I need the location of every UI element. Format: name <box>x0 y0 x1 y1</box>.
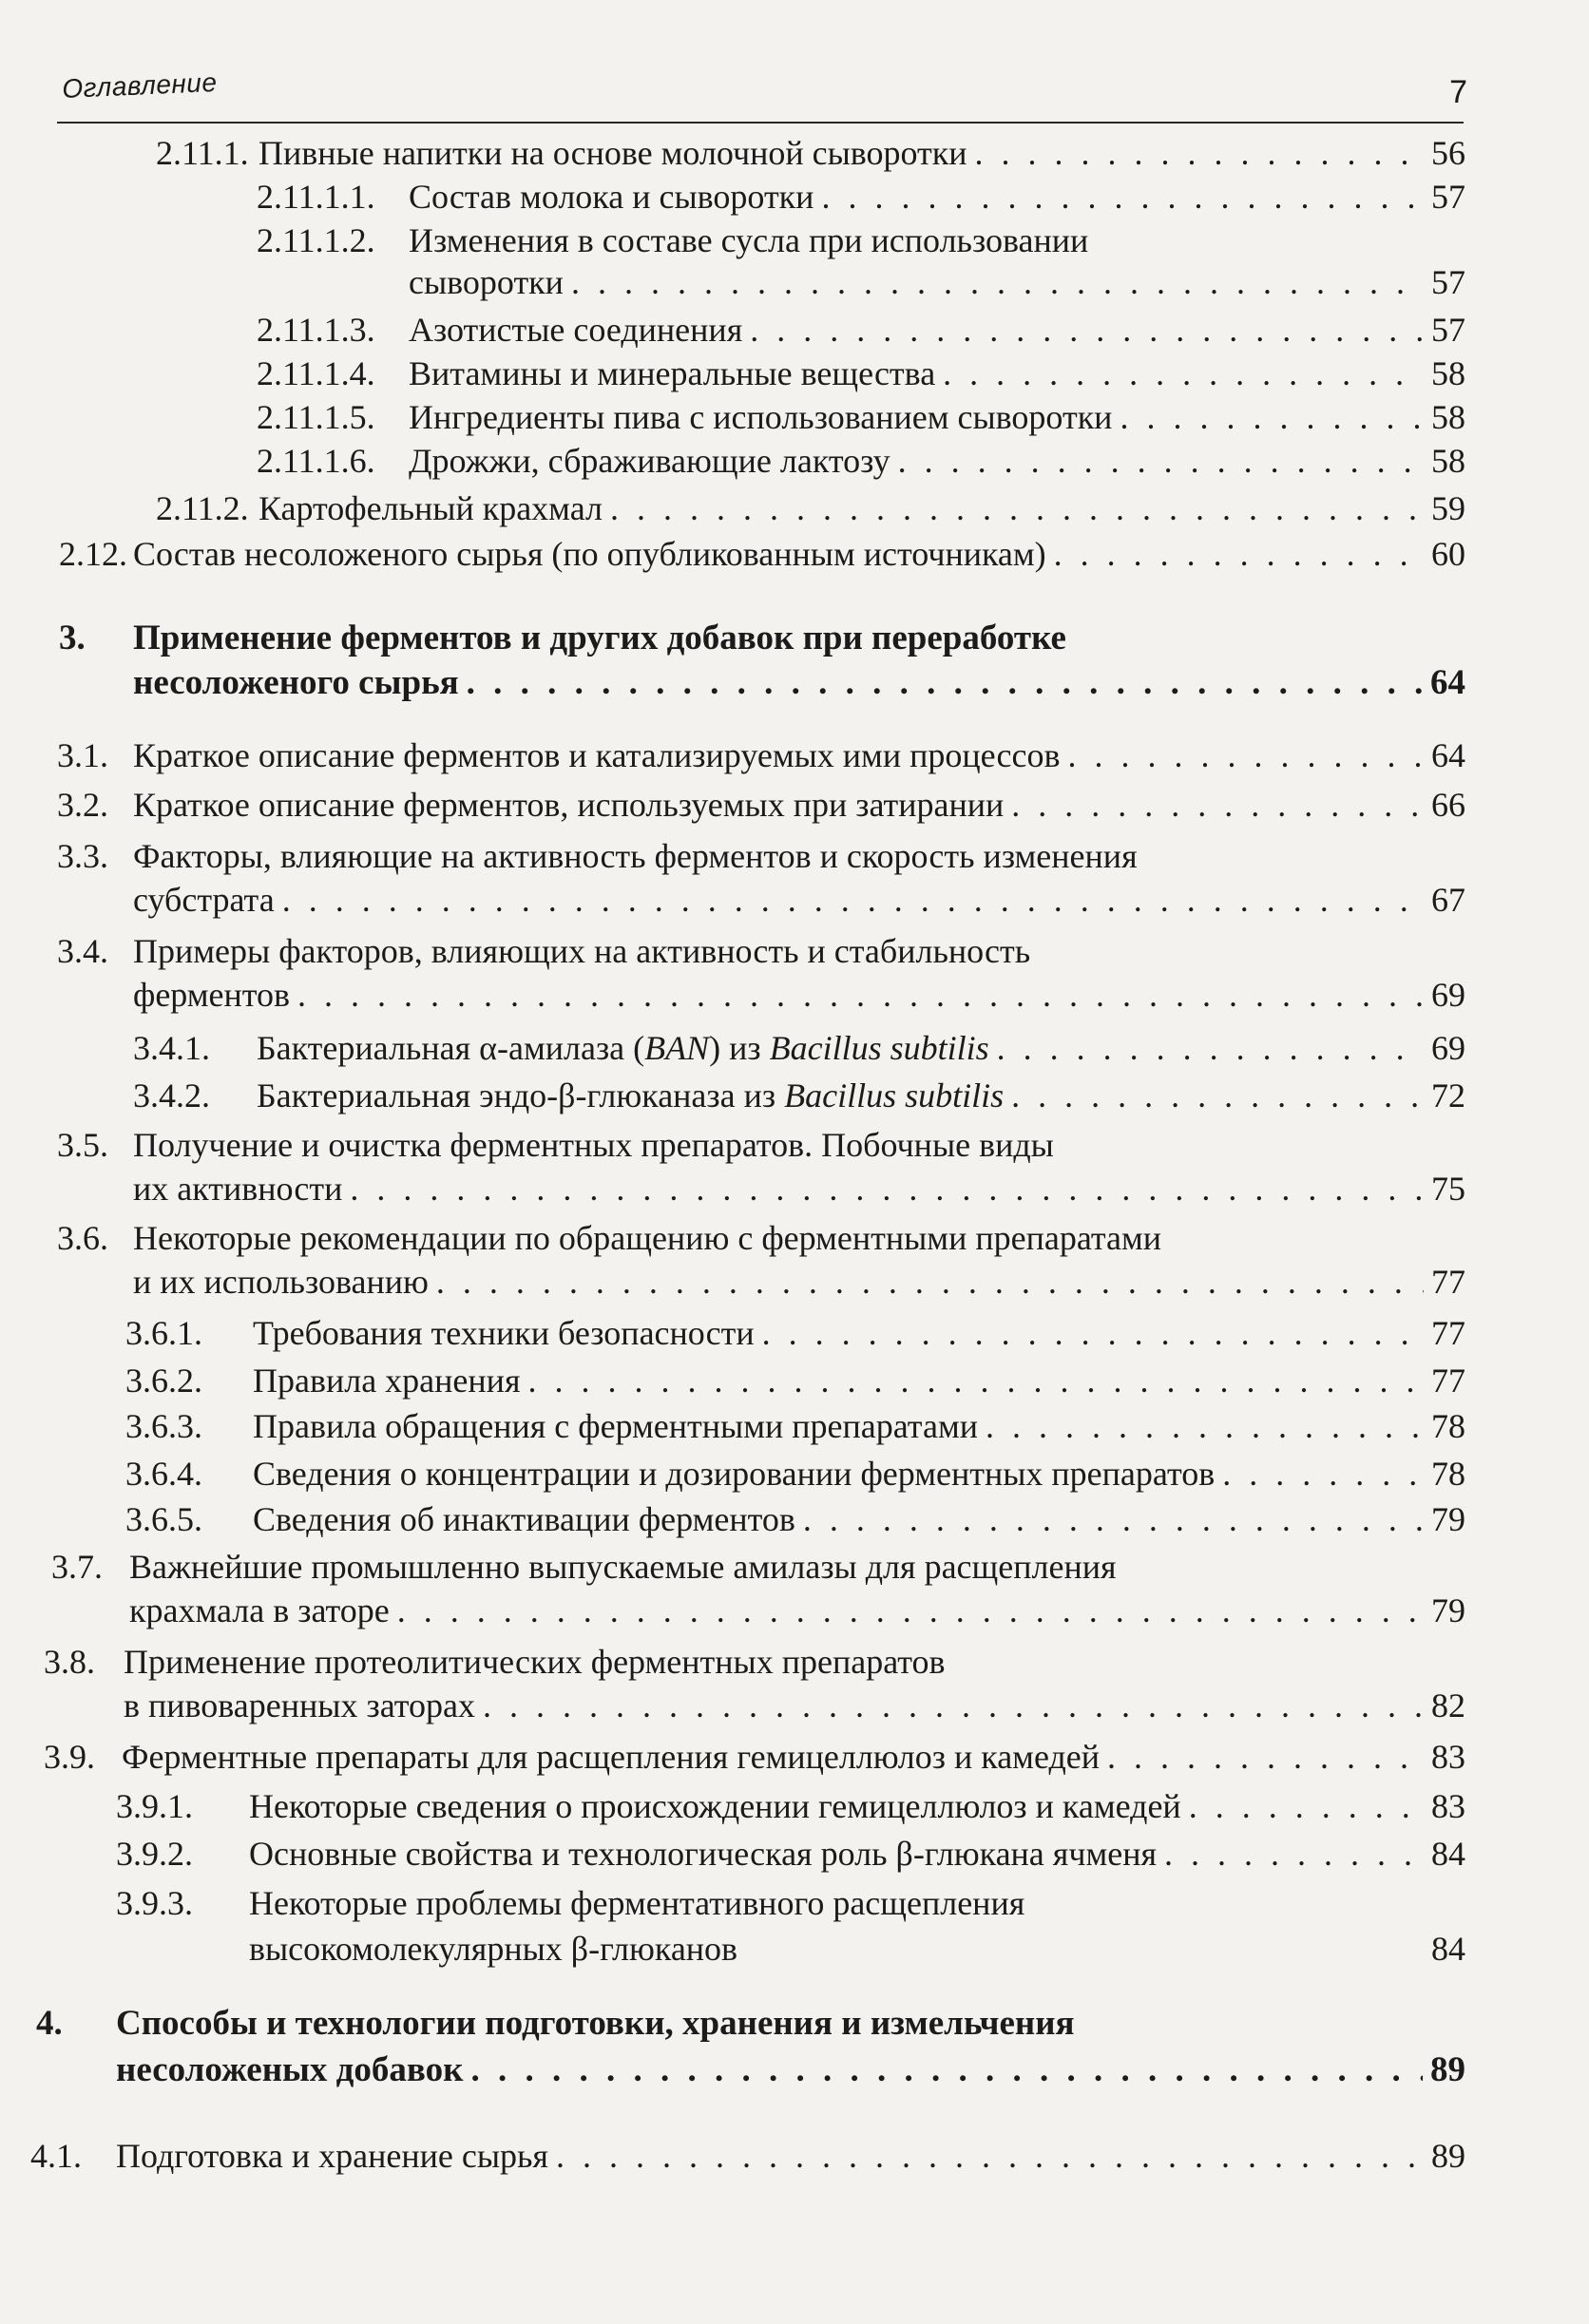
toc-entry-title: их активности <box>133 1170 343 1208</box>
leader-dots <box>610 488 1424 528</box>
toc-entry-page: 77 <box>1431 1314 1465 1352</box>
toc-entry-page: 84 <box>1431 1930 1465 1968</box>
toc-entry-page: 78 <box>1431 1455 1465 1493</box>
toc-entry-page: 58 <box>1431 398 1465 436</box>
toc-entry-page: 77 <box>1431 1362 1465 1400</box>
toc-chapter-entry[interactable] <box>36 2003 1465 2090</box>
toc-entry-number: 3.5. <box>57 1126 108 1164</box>
toc-entry-number: 2.11.1. <box>156 134 249 172</box>
leader-dots <box>997 1028 1424 1068</box>
toc-chapter-entry[interactable] <box>59 618 1465 703</box>
leader-dots <box>350 1169 1424 1209</box>
toc-entry[interactable] <box>57 836 1465 920</box>
leader-dots <box>397 1591 1424 1630</box>
toc-entry-number: 2.11.2. <box>156 489 249 527</box>
toc-entry[interactable] <box>125 1406 1465 1446</box>
toc-entry-number: 4. <box>36 2004 63 2043</box>
toc-entry-number: 2.11.1.3. <box>257 311 375 349</box>
toc-entry-page: 59 <box>1431 489 1465 527</box>
leader-dots <box>436 1262 1424 1302</box>
toc-entry-title: высокомолекулярных β-глюканов <box>249 1930 738 1968</box>
toc-entry[interactable] <box>133 1076 1465 1115</box>
toc-entry-title: Состав молока и сыворотки <box>409 178 814 216</box>
toc-entry-number: 3.1. <box>57 736 108 774</box>
toc-entry-page: 69 <box>1431 976 1465 1014</box>
toc-entry-title-line: Факторы, влияющие на активность ферментов и скорость изменения <box>133 837 1138 875</box>
toc-entry-page: 57 <box>1431 178 1465 216</box>
toc-entry-page: 82 <box>1431 1686 1465 1724</box>
page-number: 7 <box>1449 74 1467 110</box>
title-italic-part: Bacillus subtilis <box>784 1076 1005 1114</box>
toc-entry-number: 3.4.2. <box>133 1076 210 1114</box>
toc-entry-title: Ингредиенты пива с использованием сыворотки <box>409 398 1113 436</box>
toc-entry-number: 3.6. <box>57 1219 108 1257</box>
leader-dots <box>470 2049 1423 2090</box>
toc-entry-page: 79 <box>1431 1591 1465 1629</box>
toc-entry-page: 66 <box>1431 786 1465 824</box>
toc-entry[interactable] <box>257 220 1465 302</box>
toc-entry-page: 79 <box>1431 1500 1465 1538</box>
toc-entry[interactable] <box>51 1547 1465 1630</box>
title-italic-part: Bacillus subtilis <box>769 1029 989 1067</box>
toc-entry-page: 77 <box>1431 1263 1465 1301</box>
leader-dots <box>282 880 1424 920</box>
toc-entry-title-line: Важнейшие промышленно выпускаемые амилазы для расщепления <box>129 1548 1117 1586</box>
leader-dots <box>556 2136 1424 2176</box>
toc-entry[interactable] <box>57 1218 1465 1302</box>
toc-entry-number: 3. <box>59 619 86 657</box>
leader-dots <box>943 353 1424 393</box>
toc-entry-page: 56 <box>1431 134 1465 172</box>
toc-entry[interactable] <box>116 1834 1465 1874</box>
toc-entry-title: в пивоваренных заторах <box>124 1686 475 1724</box>
toc-entry-title <box>257 1076 1004 1115</box>
leader-dots <box>467 662 1423 703</box>
toc-entry-number: 2.12. <box>59 535 127 573</box>
toc-entry[interactable] <box>156 133 1465 173</box>
title-part: ) из <box>709 1029 770 1067</box>
toc-entry-page: 75 <box>1431 1170 1465 1208</box>
toc-entry[interactable] <box>257 177 1465 217</box>
leader-dots <box>1054 534 1424 574</box>
toc-entry-title-line: Примеры факторов, влияющих на активность и стабильность <box>133 932 1031 970</box>
toc-entry-title: Правила обращения с ферментными препаратами <box>253 1407 978 1445</box>
leader-dots <box>898 441 1424 481</box>
toc-entry[interactable] <box>133 1028 1465 1068</box>
toc-entry-title-line: Применение протеолитических ферментных препаратов <box>124 1643 946 1681</box>
toc-entry-page: 64 <box>1431 736 1465 774</box>
leader-dots <box>975 133 1424 173</box>
toc-entry[interactable] <box>257 310 1465 350</box>
toc-entry-title: Ферментные препараты для расщепления гемицеллюлоз и камедей <box>122 1738 1101 1776</box>
toc-entry[interactable] <box>257 397 1465 437</box>
toc-entry-page: 58 <box>1431 442 1465 480</box>
toc-entry[interactable] <box>30 2136 1465 2176</box>
leader-dots <box>1222 1454 1424 1494</box>
toc-entry-number: 3.3. <box>57 837 108 875</box>
toc-entry[interactable] <box>257 441 1465 481</box>
toc-entry-title: несоложеного сырья <box>133 663 459 702</box>
toc-entry[interactable] <box>57 785 1465 825</box>
toc-entry[interactable] <box>57 735 1465 775</box>
toc-entry-title: Витамины и минеральные вещества <box>409 354 936 392</box>
toc-entry-number: 2.11.1.4. <box>257 354 375 392</box>
title-italic-part: BAN <box>644 1029 710 1067</box>
toc-entry-title: Сведения о концентрации и дозировании ферментных препаратов <box>253 1455 1216 1493</box>
toc-entry[interactable] <box>116 1786 1465 1826</box>
toc-entry-page: 57 <box>1431 311 1465 349</box>
toc-entry-page: 64 <box>1430 663 1465 702</box>
leader-dots <box>762 1313 1424 1353</box>
toc-entry-title-line: Изменения в составе сусла при использовании <box>409 221 1089 259</box>
toc-entry-page: 83 <box>1431 1787 1465 1825</box>
toc-entry-number: 3.9.2. <box>116 1835 193 1873</box>
toc-entry-page: 89 <box>1430 2050 1465 2089</box>
toc-entry[interactable] <box>116 1883 1465 1969</box>
toc-entry-number: 3.6.4. <box>125 1455 202 1493</box>
leader-dots <box>1107 1737 1424 1777</box>
leader-dots <box>297 975 1424 1015</box>
toc-entry[interactable] <box>44 1642 1465 1725</box>
toc-entry[interactable] <box>156 488 1465 528</box>
toc-entry-title: Требования техники безопасности <box>253 1314 755 1352</box>
toc-entry-title: Основные свойства и технологическая роль β-глюкана ячменя <box>249 1835 1158 1873</box>
toc-entry-title: Сведения об инактивации ферментов <box>253 1500 795 1538</box>
toc-entry-title-line: Получение и очистка ферментных препаратов. Побочные виды <box>133 1126 1054 1164</box>
leader-dots <box>483 1686 1424 1725</box>
toc-entry-title: Некоторые сведения о происхождении гемицеллюлоз и камедей <box>249 1787 1181 1825</box>
toc-entry-number: 2.11.1.1. <box>257 178 375 216</box>
toc-entry-number: 3.9.3. <box>116 1884 193 1922</box>
toc-entry-title: крахмала в заторе <box>129 1591 390 1629</box>
title-part: Бактериальная α-амилаза ( <box>257 1029 645 1067</box>
toc-entry-title: субстрата <box>133 881 275 919</box>
leader-dots <box>1011 1076 1424 1115</box>
toc-entry-page: 83 <box>1431 1738 1465 1776</box>
toc-entry-title: несоложеных добавок <box>116 2050 464 2089</box>
leader-dots <box>528 1361 1425 1400</box>
toc-entry-title: Краткое описание ферментов, используемых при затирании <box>133 786 1005 824</box>
toc-entry[interactable] <box>257 353 1465 393</box>
toc-entry-number: 3.4.1. <box>133 1029 210 1067</box>
toc-entry-page: 72 <box>1431 1076 1465 1114</box>
toc-entry[interactable] <box>44 1737 1465 1777</box>
toc-entry-title-line: Некоторые рекомендации по обращению с ферментными препаратами <box>133 1219 1162 1257</box>
leader-dots <box>1067 735 1424 775</box>
toc-entry-number: 3.6.5. <box>125 1500 202 1538</box>
title-part: Бактериальная эндо-β-глюканаза из <box>257 1076 785 1114</box>
toc-entry-page: 58 <box>1431 354 1465 392</box>
toc-entry-page: 67 <box>1431 881 1465 919</box>
toc-entry-title-line: Применение ферментов и других добавок при переработке <box>133 619 1066 657</box>
toc-entry-number: 3.7. <box>51 1548 103 1586</box>
toc-entry[interactable] <box>125 1361 1465 1400</box>
toc-entry-page: 69 <box>1431 1029 1465 1067</box>
toc-entry-number: 3.6.1. <box>125 1314 202 1352</box>
leader-dots <box>986 1406 1424 1446</box>
toc-entry-page: 60 <box>1431 535 1465 573</box>
toc-entry[interactable] <box>57 1125 1465 1209</box>
toc-entry-number: 3.9.1. <box>116 1787 193 1825</box>
toc-entry-title: Дрожжи, сбраживающие лактозу <box>409 442 890 480</box>
toc-entry-number: 2.11.1.2. <box>257 221 375 259</box>
toc-entry-title: Краткое описание ферментов и катализируемых ими процессов <box>133 736 1061 774</box>
toc-entry[interactable] <box>125 1313 1465 1353</box>
leader-dots <box>1120 397 1424 437</box>
toc-entry[interactable] <box>57 931 1465 1015</box>
leader-dots <box>571 262 1424 302</box>
toc-entry-title-line: Способы и технологии подготовки, хранения и измельчения <box>116 2004 1075 2043</box>
leader-dots <box>750 310 1424 350</box>
toc-entry-number: 3.6.2. <box>125 1362 202 1400</box>
toc-entry[interactable] <box>59 534 1465 574</box>
toc-entry-title: Состав несоложеного сырья (по опубликованным источникам) <box>133 535 1046 573</box>
toc-entry-page: 57 <box>1431 263 1465 301</box>
toc-entry-title: и их использованию <box>133 1263 429 1301</box>
toc-entry-title: Правила хранения <box>253 1362 521 1400</box>
toc-entry-title: Азотистые соединения <box>409 311 743 349</box>
toc-entry[interactable] <box>125 1499 1465 1539</box>
toc-entry-page: 78 <box>1431 1407 1465 1445</box>
toc-entry-number: 3.4. <box>57 932 108 970</box>
leader-dots <box>1011 785 1424 825</box>
toc-entry-title: Картофельный крахмал <box>258 489 603 527</box>
toc-entry-title: ферментов <box>133 976 291 1014</box>
toc-entry-page: 89 <box>1431 2137 1465 2175</box>
toc-entry[interactable] <box>125 1454 1465 1494</box>
leader-dots <box>1189 1786 1424 1826</box>
toc-entry-number: 4.1. <box>30 2137 82 2175</box>
toc-entry-number: 3.9. <box>44 1738 95 1776</box>
toc-entry-title: Подготовка и хранение сырья <box>116 2137 548 2175</box>
leader-dots <box>803 1499 1424 1539</box>
running-title: Оглавление <box>61 67 219 105</box>
toc-entry-number: 2.11.1.5. <box>257 398 375 436</box>
toc-entry-number: 3.8. <box>44 1643 95 1681</box>
leader-dots <box>1164 1834 1424 1874</box>
toc-entry-title: сыворотки <box>409 263 564 301</box>
toc-entry-number: 2.11.1.6. <box>257 442 375 480</box>
toc-entry-page: 84 <box>1431 1835 1465 1873</box>
toc-entry-number: 3.6.3. <box>125 1407 202 1445</box>
toc-entry-title <box>257 1028 989 1068</box>
toc-entry-number: 3.2. <box>57 786 108 824</box>
toc-entry-title-line: Некоторые проблемы ферментативного расщепления <box>249 1884 1025 1922</box>
leader-dots <box>821 177 1424 217</box>
toc-entry-title: Пивные напитки на основе молочной сыворотки <box>258 134 967 172</box>
